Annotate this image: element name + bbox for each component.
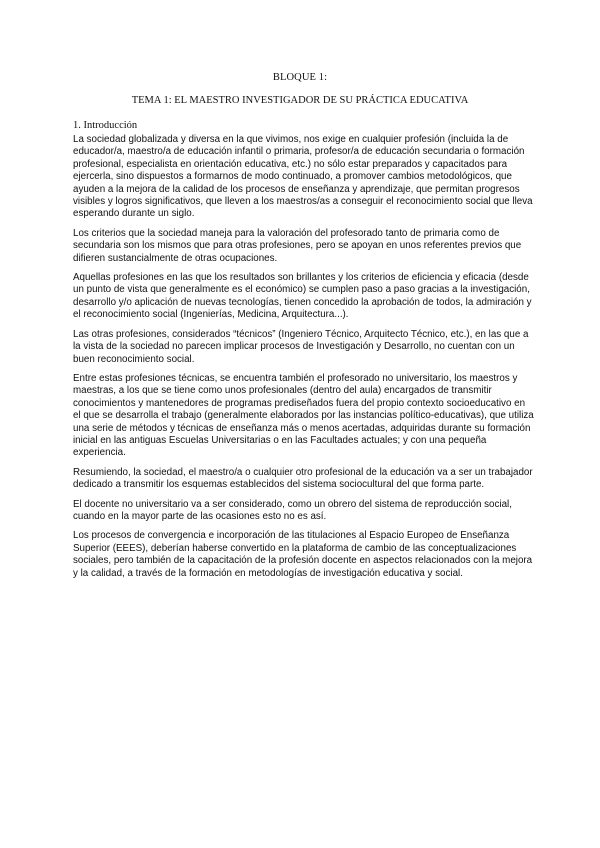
paragraph: Las otras profesiones, considerados “técnicos” (Ingeniero Técnico, Arquitecto Técnico, etc.), en las que a la vista de la sociedad no parecen implicar procesos de Investigación y Desarrollo, no cuentan con un buen reconocimiento social. bbox=[73, 328, 529, 365]
block-title: BLOQUE 1: bbox=[272, 72, 328, 83]
topic-title: TEMA 1: EL MAESTRO INVESTIGADOR DE SU PRÁCTICA EDUCATIVA bbox=[131, 95, 469, 106]
body-text bbox=[73, 134, 535, 587]
paragraph: Entre estas profesiones técnicas, se encuentra también el profesorado no universitario, los maestros y maestras, a los que se tiene como unos profesionales (dentro del aula) encargados de transmitir conocimientos y mantenedores de programas prediseñados fuera del propio contexto socioeducativo en el que se desarrolla el trabajo (generalmente elaborados por las instancias político-educativas), que utiliza una serie de métodos y técnicas de enseñanza más o menos acertadas, adquiridas durante su formación inicial en las antiguas Escuelas Universitarias o en las Facultades actuales; y con una pequeña experiencia. bbox=[73, 372, 534, 459]
paragraph: Aquellas profesiones en las que los resultados son brillantes y los criterios de eficiencia y eficacia (desde un punto de vista que generalmente es el económico) se cumplen paso a paso gracias a la investigación, desarrollo y/o aplicación de nuevas tecnologías, tienen concedido la aprobación de todos, la admiración y el reconocimiento social (Ingenierías, Medicina, Arquitectura...). bbox=[73, 272, 532, 321]
paragraph: Los procesos de convergencia e incorporación de las titulaciones al Espacio Europeo de Enseñanza Superior (EEES), deberían haberse convertido en la plataforma de cambio de las conceptualizaciones sociales, pero también de la capacitación de la profesión docente en aspectos relacionados con la mejora y la calidad, a través de la formación en metodologías de investigación educativa y social. bbox=[73, 530, 533, 579]
section-title: 1. Introducción bbox=[73, 120, 138, 131]
paragraph: El docente no universitario va a ser considerado, como un obrero del sistema de reproducción social, cuando en la mayor parte de las ocasiones esto no es así. bbox=[73, 498, 512, 522]
paragraph: Los criterios que la sociedad maneja para la valoración del profesorado tanto de primaria como de secundaria son los mismos que para otras profesiones, pero se apoyan en unos referentes previos que difieren sustancialmente de otras ocupaciones. bbox=[73, 227, 522, 264]
paragraph: La sociedad globalizada y diversa en la que vivimos, nos exige en cualquier profesión (incluida la de educador/a, maestro/a de educación infantil o primaria, profesor/a de educación secundaria o formación profesional, especialista en orientación educativa, etc.) no sólo estar preparados y capacitados para ejercerla, sino dispuestos a formarnos de modo continuado, a promover cambios metodológicos, que ayuden a la mejora de la calidad de los procesos de enseñanza y aprendizaje, que permitan progresos visibles y logros significativos, que lleven a los maestros/as a conseguir el reconocimiento social que lleva esperando durante un siglo. bbox=[73, 134, 533, 220]
paragraph: Resumiendo, la sociedad, el maestro/a o cualquier otro profesional de la educación va a ser un trabajador dedicado a transmitir los esquemas establecidos del sistema sociocultural del que forma parte. bbox=[73, 466, 533, 491]
